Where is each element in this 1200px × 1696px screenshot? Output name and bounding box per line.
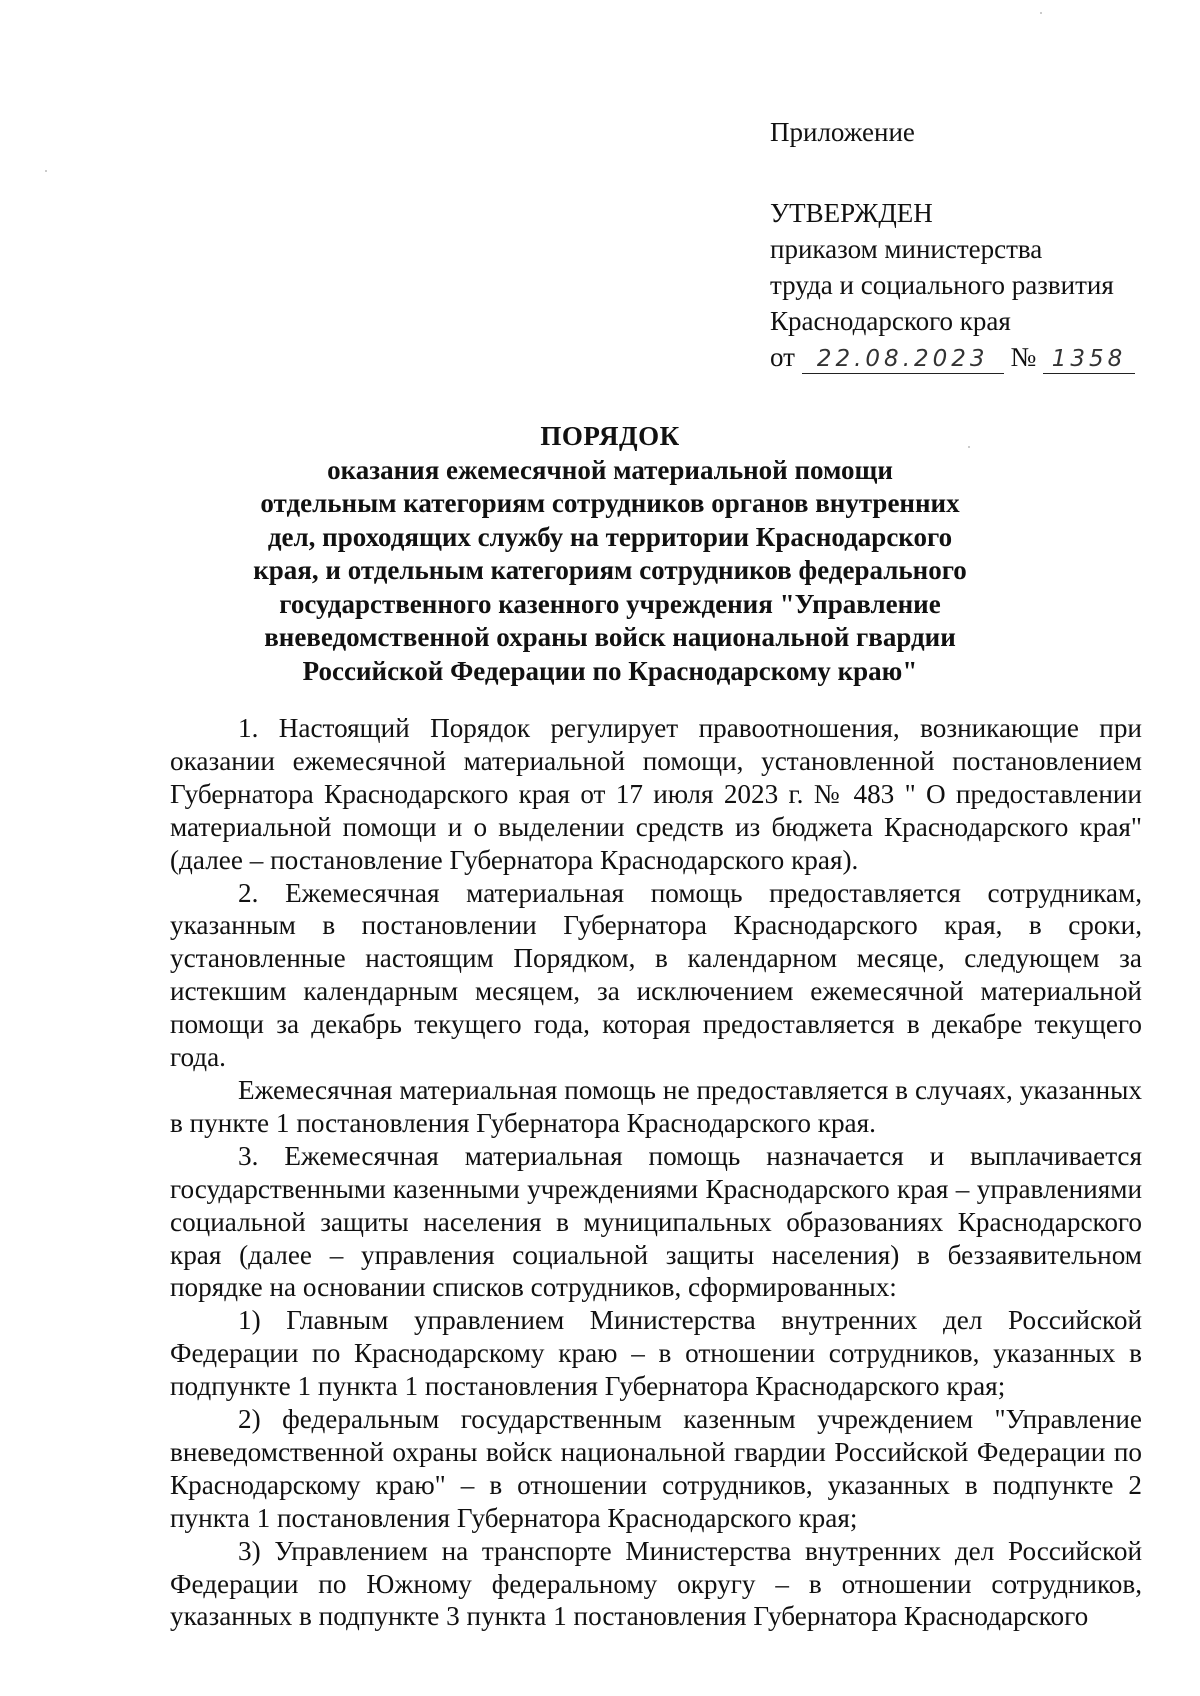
approved-by-line: Краснодарского края: [770, 306, 1011, 336]
title-line: вневедомственной охраны войск национальной гвардии: [264, 622, 956, 652]
paragraph: 2) федеральным государственным казенным учреждением "Управление вневедомственной охраны войск национальной гвардии Российской Федерации по Краснодарскому краю" – в отношении сотрудников, указанных в подпункте 2 пункта 1 постановления Губернатора Краснодарского края;: [170, 1404, 1142, 1533]
scan-speck: [968, 446, 970, 448]
title-line: оказания ежемесячной материальной помощи: [327, 454, 893, 485]
paragraph: 1) Главным управлением Министерства внутренних дел Российской Федерации по Краснодарскому краю – в отношении сотрудников, указанных в подпункте 1 пункта 1 постановления Губернатора Краснодарского края;: [170, 1305, 1142, 1402]
title-line: государственного казенного учреждения "Управление: [279, 588, 941, 619]
paragraph: 1. Настоящий Порядок регулирует правоотношения, возникающие при оказании ежемесячной материальной помощи, установленной постановлением Губернатора Краснодарского края от 17 июля 2023 г. № 483 " О предоставлении материальной помощи и о выделении средств из бюджета Краснодарского края" (далее – постановление Губернатора Краснодарского края).: [170, 713, 1142, 875]
title-line: Российской Федерации по Краснодарскому краю": [302, 655, 918, 686]
title-line: края, и отдельным категориям сотрудников федерального: [253, 555, 967, 585]
paragraph: 2. Ежемесячная материальная помощь предоставляется сотрудникам, указанным в постановлении Губернатора Краснодарского края, в сроки, установленные настоящим Порядком, в календарном месяце, следующем за истекшим календарным месяцем, за исключением ежемесячной материальной помощи за декабрь текущего года, которая предоставляется в декабре текущего года.: [170, 877, 1142, 1073]
title-line: отдельным категориям сотрудников органов внутренних: [260, 488, 960, 518]
number-prefix: №: [1010, 342, 1037, 372]
handwritten-number: 1358: [1043, 345, 1135, 374]
approved-by-line: приказом министерства: [770, 234, 1043, 264]
document-body: [170, 712, 1142, 1633]
approved-by-line: труда и социального развития: [770, 270, 1114, 300]
approval-stamp: [770, 114, 1170, 375]
paragraph: 3) Управлением на транспорте Министерства внутренних дел Российской Федерации по Южному федеральному округу – в отношении сотрудников, указанных в подпункте 3 пункта 1 постановления Губернатора Краснодарского: [170, 1535, 1142, 1632]
scan-speck: [1040, 12, 1042, 14]
document-title: [170, 420, 1050, 688]
title-line: дел, проходящих службу на территории Краснодарского: [267, 521, 953, 552]
appendix-label: Приложение: [770, 117, 915, 147]
approved-label: УТВЕРЖДЕН: [770, 198, 933, 228]
date-prefix: от: [770, 342, 795, 372]
paragraph: 3. Ежемесячная материальная помощь назначается и выплачивается государственными казенными учреждениями Краснодарского края – управлениями социальной защиты населения в муниципальных образованиях Краснодарского края (далее – управления социальной защиты населения) в беззаявительном порядке на основании списков сотрудников, сформированных:: [170, 1140, 1142, 1303]
paragraph: Ежемесячная материальная помощь не предоставляется в случаях, указанных в пункте 1 постановления Губернатора Краснодарского края.: [170, 1074, 1142, 1138]
title-main: ПОРЯДОК: [540, 421, 680, 451]
scan-speck: [45, 170, 47, 172]
date-number-row: [770, 339, 1170, 375]
handwritten-date: 22.08.2023: [802, 345, 1004, 374]
